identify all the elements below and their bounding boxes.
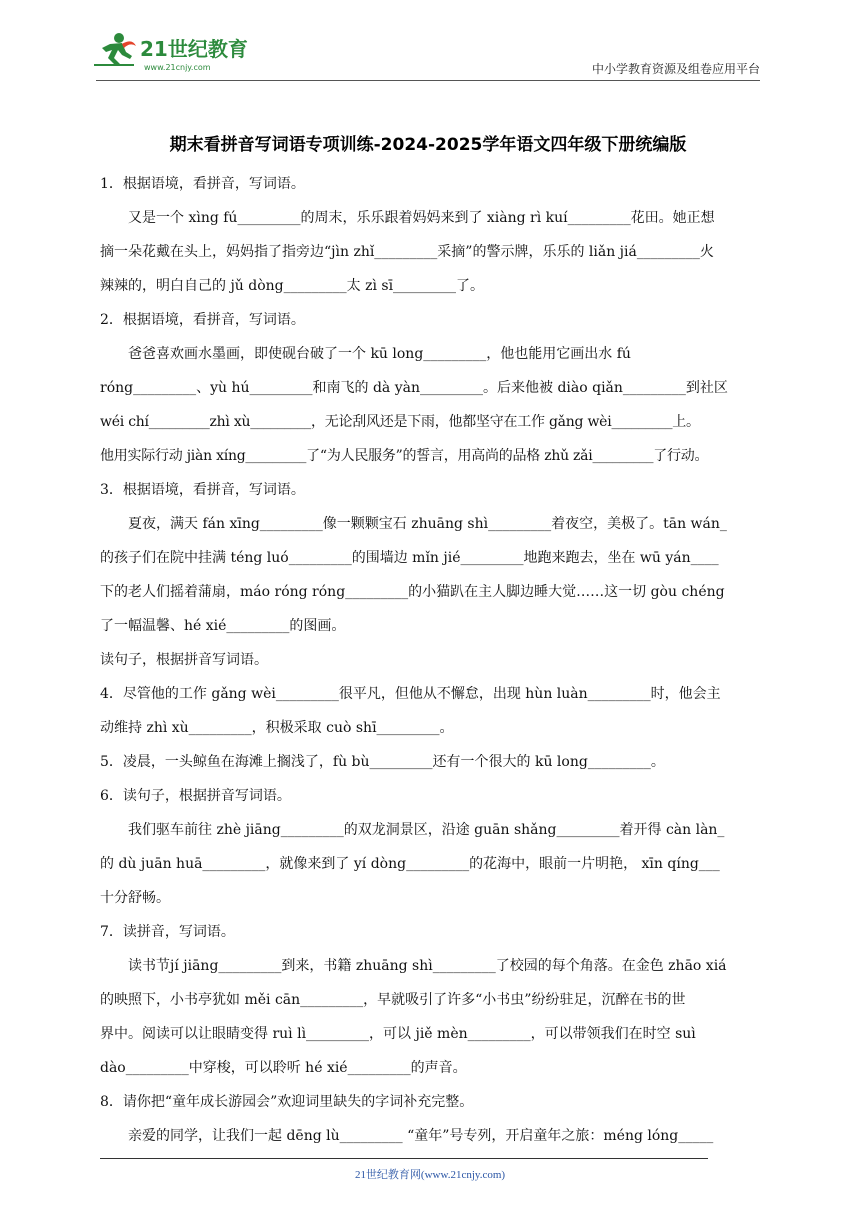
question-3-text: 夏夜，满天 fán xīng_________像一颗颗宝石 zhuāng shì_________着夜空，美极了。tān wán_ xyxy=(128,516,727,532)
svg-text:www.21cnjy.com: www.21cnjy.com xyxy=(144,63,211,72)
question-1-text: 摘一朵花戴在头上，妈妈指了指旁边“jìn zhǐ_________采摘”的警示牌，乐乐的 liǎn jiá_________火 xyxy=(100,244,714,260)
worksheet-body xyxy=(100,172,762,1158)
header-divider xyxy=(96,80,760,81)
question-8-text: 亲爱的同学，让我们一起 dēng lù_________ “童年”号专列，开启童年之旅：méng lóng_____ xyxy=(128,1128,714,1144)
question-8-heading: 8．请你把“童年成长游园会”欢迎词里缺失的字词补充完整。 xyxy=(100,1094,474,1110)
question-5-text: 5．凌晨，一头鲸鱼在海滩上搁浅了，fù bù_________还有一个很大的 kū long_________。 xyxy=(100,754,665,770)
question-6-text: 十分舒畅。 xyxy=(100,890,170,906)
question-7-text: dào_________中穿梭，可以聆听 hé xié_________的声音。 xyxy=(100,1060,467,1076)
question-6-text: 我们驱车前往 zhè jiāng_________的双龙洞景区，沿途 guān shǎng_________着开得 càn làn_ xyxy=(128,822,725,838)
logo-runner-icon xyxy=(92,30,262,76)
question-1-heading: 1．根据语境，看拼音，写词语。 xyxy=(100,176,305,192)
question-2-text: róng_________、yù hú_________和南飞的 dà yàn_________。后来他被 diào qiǎn_________到社区 xyxy=(100,380,728,396)
question-1-text: 又是一个 xìng fú_________的周末，乐乐跟着妈妈来到了 xiàng rì kuí_________花田。她正想 xyxy=(128,210,715,226)
question-7-heading: 7．读拼音，写词语。 xyxy=(100,924,235,940)
platform-name: 中小学教育资源及组卷应用平台 xyxy=(591,62,760,76)
question-2-text: 他用实际行动 jiàn xíng_________了“为人民服务”的誓言，用高尚的品格 zhǔ zǎi_________了行动。 xyxy=(100,448,709,464)
question-3-heading: 3．根据语境，看拼音，写词语。 xyxy=(100,482,305,498)
logo xyxy=(92,30,262,76)
question-7-text: 读书节jí jiāng_________到来，书籍 zhuāng shì_________了校园的每个角落。在金色 zhāo xiá xyxy=(128,958,727,974)
question-6-heading: 6．读句子，根据拼音写词语。 xyxy=(100,788,291,804)
question-2-text: wéi chí_________zhì xù_________，无论刮风还是下雨，他都坚守在工作 gǎng wèi_________上。 xyxy=(100,414,700,430)
question-3-text: 下的老人们摇着蒲扇，máo róng róng_________的小猫趴在主人脚边睡大觉……这一切 gòu chéng xyxy=(100,584,725,600)
question-7-text: 界中。阅读可以让眼睛变得 ruì lì_________，可以 jiě mèn_________，可以带领我们在时空 suì xyxy=(100,1026,696,1042)
page-title: 期末看拼音写词语专项训练-2024-2025学年语文四年级下册统编版 xyxy=(169,135,687,155)
footer-divider xyxy=(100,1158,708,1159)
question-4-text: 4．尽管他的工作 gǎng wèi_________很平凡，但他从不懈怠，出现 hùn luàn_________时，他会主 xyxy=(100,686,721,702)
footer-text: 21世纪教育网(www.21cnjy.com) xyxy=(354,1169,506,1181)
question-2-text: 爸爸喜欢画水墨画，即使砚台破了一个 kū long_________，他也能用它画出水 fú xyxy=(128,346,631,362)
svg-text:21世纪教育: 21世纪教育 xyxy=(140,37,248,61)
question-7-text: 的映照下，小书亭犹如 měi cān_________，早就吸引了许多“小书虫”纷纷驻足，沉醉在书的世 xyxy=(100,992,686,1008)
question-4-text: 动维持 zhì xù_________，积极采取 cuò shī_________。 xyxy=(100,720,454,736)
question-2-heading: 2．根据语境，看拼音，写词语。 xyxy=(100,312,305,328)
question-6-text: 的 dù juān huā_________，就像来到了 yí dòng_________的花海中，眼前一片明艳， xīn qíng___ xyxy=(100,856,720,872)
question-3-text: 的孩子们在院中挂满 téng luó_________的围墙边 mǐn jié_________地跑来跑去，坐在 wū yán____ xyxy=(100,550,719,566)
question-1-text: 辣辣的，明白自己的 jǔ dòng_________太 zì sī_________了。 xyxy=(100,278,485,294)
section-heading: 读句子，根据拼音写词语。 xyxy=(100,652,268,668)
question-3-text: 了一幅温馨、hé xié_________的图画。 xyxy=(100,618,346,634)
